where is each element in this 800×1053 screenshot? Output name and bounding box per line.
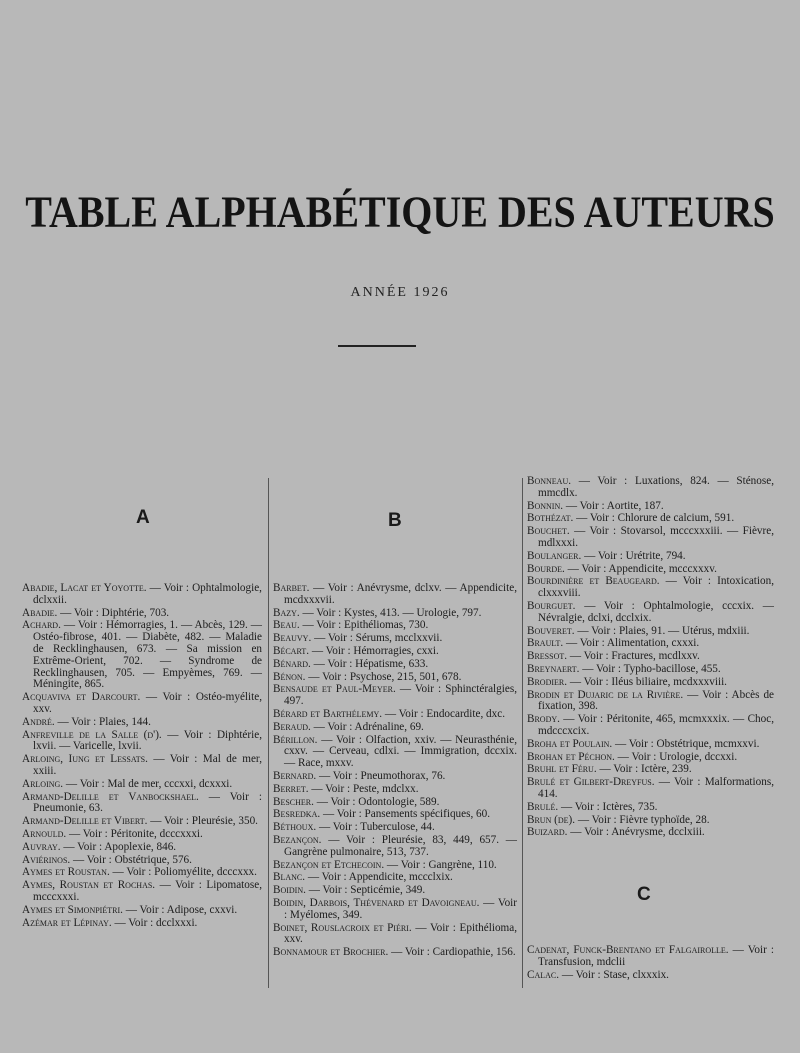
index-entry: [527, 601, 774, 625]
index-entry: [527, 802, 774, 814]
author-name: Cadenat, Funck-Brentano et Falgairolle.: [527, 944, 729, 956]
index-entry: [527, 501, 774, 513]
entry-references: — Voir : Urétrite, 794.: [581, 549, 686, 562]
author-name: Bérillon.: [273, 733, 318, 746]
author-name: Brulé et Gilbert-Dreyfus.: [527, 776, 655, 789]
entry-references: — Voir : Peste, mdclxx.: [308, 782, 419, 795]
entry-references: — Voir : Iléus biliaire, mcdxxxviii.: [567, 675, 727, 688]
entry-references: — Voir : Hémorragies, cxxi.: [309, 644, 439, 657]
column-c-entries: [527, 945, 774, 982]
index-entry: [22, 754, 262, 778]
author-name: Beau.: [273, 619, 300, 632]
entry-references: — Voir : Anévrysme, dcclxiii.: [567, 826, 705, 839]
entry-references: — Voir : Urologie, dccxxi.: [614, 750, 738, 763]
author-name: Brulé.: [527, 800, 559, 813]
index-entry: [22, 620, 262, 691]
column-b-entries: [273, 583, 517, 960]
author-name: Aymes et Simonpiétri.: [22, 903, 123, 916]
entry-references: — Voir : Pneumothorax, 76.: [316, 769, 446, 782]
author-name: Abadie.: [22, 606, 58, 619]
author-name: Arloing.: [22, 777, 64, 790]
entry-references: — Voir : Adipose, cxxvi.: [122, 903, 238, 916]
index-entry: [527, 476, 774, 500]
index-entry: [527, 945, 774, 969]
entry-references: — Voir : Epithélioma, xxv.: [284, 921, 517, 946]
author-name: Brault.: [527, 637, 564, 650]
index-entry: [527, 970, 774, 982]
index-entry: [273, 620, 517, 632]
entry-references: — Voir : Psychose, 215, 501, 678.: [305, 670, 462, 683]
author-name: Boidin.: [273, 884, 306, 897]
entry-references: — Voir : Ophtalmologie, dclxxii.: [33, 582, 262, 606]
author-name: Aymes, Roustan et Rochas.: [22, 879, 156, 892]
author-name: Bonnin.: [527, 499, 564, 512]
index-entry: [527, 576, 774, 600]
entry-references: — Voir : Obstétrique, 576.: [70, 853, 192, 866]
entry-references: — Voir : Fractures, mcdlxxv.: [567, 650, 700, 663]
index-entry: [22, 918, 262, 930]
index-entry: [22, 608, 262, 620]
index-entry: [22, 730, 262, 754]
entry-references: — Voir : Ophtalmologie, cccxix. — Névralgie, dclxi, dcclxix.: [538, 599, 774, 624]
entry-references: — Voir : Cardiopathie, 156.: [388, 946, 516, 959]
author-name: Bouveret.: [527, 624, 575, 637]
entry-references: — Voir : Plaies, 91. — Utérus, mdxiii.: [574, 624, 750, 637]
author-name: Breynaert.: [527, 662, 580, 675]
entry-references: — Voir : Hémorragies, 1. — Abcès, 129. — Ostéo-fibrose, 401. — Diabète, 482. — Maladie de Recklinghausen, 673. — Sa mission en Extrême-Orient, 702. — Syndrome de Recklinghausen, 705. — Empyèmes, 769. — Méningite, 865.: [33, 619, 262, 691]
author-name: Brun (de).: [527, 813, 576, 826]
index-entry: [527, 638, 774, 650]
entry-references: — Voir : Péritonite, 465, mcmxxxix. — Choc, mdcccxcix.: [538, 713, 774, 737]
author-name: Brodier.: [527, 675, 568, 688]
entry-references: — Voir : Tuberculose, 44.: [316, 821, 435, 834]
entry-references: — Voir : Appendicite, mcccxxxv.: [564, 562, 717, 575]
author-name: Bezançon et Etchecoin.: [273, 858, 385, 871]
entry-references: — Voir : Aortite, 187.: [563, 499, 664, 512]
entry-references: — Voir : Pansements spécifiques, 60.: [320, 808, 491, 821]
index-entry: [527, 551, 774, 563]
entry-references: — Voir : Endocardite, dxc.: [382, 707, 505, 720]
entry-references: — Voir : Ictères, 735.: [558, 800, 658, 813]
index-entry: [527, 714, 774, 738]
author-name: Bourde.: [527, 562, 565, 575]
column-divider-left: [268, 478, 269, 988]
index-entry: [22, 792, 262, 816]
author-name: Bénon.: [273, 670, 306, 683]
index-entry: [273, 784, 517, 796]
author-name: Armand-Delille et Vibert.: [22, 815, 148, 828]
author-name: Bénard.: [273, 657, 311, 670]
page-title: TABLE ALPHABÉTIQUE DES AUTEURS: [25, 186, 775, 237]
author-name: André.: [22, 715, 55, 728]
index-entry: [527, 777, 774, 801]
entry-references: — Voir : Kystes, 413. — Urologie, 797.: [299, 606, 482, 619]
index-entry: [273, 771, 517, 783]
author-name: Bourdinière et Beaugeard.: [527, 575, 660, 588]
entry-references: — Voir : Péritonite, dcccxxxi.: [66, 827, 203, 840]
author-name: Bensaude et Paul-Meyer.: [273, 683, 396, 696]
author-name: Bezançon.: [273, 833, 322, 846]
author-name: Boidin, Darbois, Thévenard et Davoigneau.: [273, 896, 480, 909]
index-entry: [22, 829, 262, 841]
index-entry: [273, 860, 517, 872]
index-entry: [22, 692, 262, 716]
index-entry: [273, 633, 517, 645]
index-entry: [273, 672, 517, 684]
entry-references: — Voir : Hépatisme, 633.: [310, 657, 429, 670]
index-entry: [22, 867, 262, 879]
section-letter-c: C: [637, 884, 651, 905]
author-name: Achard.: [22, 619, 61, 632]
index-entry: [22, 717, 262, 729]
author-name: Brody.: [527, 713, 560, 726]
author-name: Bothézat.: [527, 512, 574, 525]
author-name: Bécart.: [273, 644, 310, 657]
author-name: Abadie, Lacat et Yoyotte.: [22, 582, 147, 594]
author-name: Bernard.: [273, 769, 317, 782]
index-entry: [273, 809, 517, 821]
index-entry: [273, 835, 517, 859]
author-name: Bressot.: [527, 650, 568, 663]
entry-references: — Voir : Lipomatose, mcccxxxi.: [33, 879, 262, 903]
entry-references: — Voir : Stase, clxxxix.: [559, 968, 669, 981]
author-name: Barbet.: [273, 582, 310, 594]
entry-references: — Voir : Luxations, 824. — Sténose, mmcdlx.: [538, 475, 774, 499]
author-name: Bonneau.: [527, 475, 572, 487]
index-entry: [527, 815, 774, 827]
entry-references: — Voir : Intoxication, clxxxviii.: [538, 575, 774, 600]
author-name: Bouchet.: [527, 525, 570, 538]
index-entry: [273, 872, 517, 884]
index-entry: [527, 764, 774, 776]
author-name: Armand-Delille et Vanbockshael.: [22, 790, 199, 803]
entry-references: — Voir : Typho-bacillose, 455.: [579, 662, 721, 675]
author-name: Broha et Poulain.: [527, 737, 613, 750]
entry-references: — Voir : dcclxxxi.: [111, 916, 198, 929]
author-name: Bourguet.: [527, 599, 576, 612]
index-entry: [273, 684, 517, 708]
entry-references: — Voir : Ostéo-myélite, xxv.: [33, 691, 262, 715]
author-name: Béthoux.: [273, 821, 317, 834]
entry-references: — Voir : Diphtérie, 703.: [57, 606, 170, 619]
author-name: Berret.: [273, 782, 309, 795]
author-name: Boulanger.: [527, 549, 582, 562]
index-entry: [22, 842, 262, 854]
entry-references: — Voir : Olfaction, xxiv. — Neurasthénie, cxxv. — Cerveau, cdlxi. — Immigration, dccxix. — Race, mxxv.: [284, 733, 517, 770]
author-name: Aymes et Roustan.: [22, 866, 110, 879]
entry-references: — Voir : Abcès de fixation, 398.: [538, 688, 775, 713]
entry-references: — Voir : Myélomes, 349.: [284, 896, 517, 921]
index-entry: [527, 664, 774, 676]
entry-references: — Voir : Obstétrique, mcmxxvi.: [612, 737, 760, 750]
author-name: Aviérinos.: [22, 853, 71, 866]
section-letter-b: B: [388, 510, 402, 531]
author-name: Arloing, Iung et Lessats.: [22, 753, 148, 766]
entry-references: — Voir : Mal de mer, xxiii.: [33, 753, 262, 777]
index-entry: [273, 646, 517, 658]
index-entry: [22, 905, 262, 917]
index-entry: [527, 564, 774, 576]
entry-references: — Voir : Fièvre typhoïde, 28.: [575, 813, 710, 826]
entry-references: — Voir : Pneumonie, 63.: [33, 790, 262, 815]
author-name: Boinet, Rouslacroix et Piéri.: [273, 921, 412, 934]
index-entry: [527, 739, 774, 751]
author-name: Arnould.: [22, 827, 67, 840]
index-entry: [527, 626, 774, 638]
entry-references: — Voir : Alimentation, cxxxi.: [563, 637, 700, 650]
column-a-entries: [22, 583, 262, 930]
index-entry: [273, 885, 517, 897]
entry-references: — Voir : Transfusion, mdclii: [538, 944, 774, 968]
index-entry: [273, 947, 517, 959]
entry-references: — Voir : Appendicite, mccclxix.: [305, 871, 453, 884]
entry-references: — Voir : Odontologie, 589.: [313, 795, 440, 808]
author-name: Calac.: [527, 968, 560, 981]
entry-references: — Voir : Mal de mer, cccxxi, dcxxxi.: [63, 777, 233, 790]
entry-references: — Voir : Plaies, 144.: [54, 715, 151, 728]
author-name: Brodin et Dujaric de la Rivière.: [527, 688, 684, 701]
author-name: Besredka.: [273, 808, 321, 821]
entry-references: — Voir : Pleurésie, 350.: [147, 815, 258, 828]
index-entry: [527, 827, 774, 839]
index-entry: [273, 722, 517, 734]
entry-references: — Voir : Apoplexie, 846.: [60, 840, 177, 853]
index-entry: [273, 898, 517, 922]
index-entry: [527, 651, 774, 663]
author-name: Buizard.: [527, 826, 568, 839]
index-entry: [273, 735, 517, 770]
column-divider-right: [522, 478, 523, 988]
entry-references: — Voir : Sphinctéralgies, 497.: [284, 683, 517, 708]
index-entry: [527, 690, 774, 714]
author-name: Anfreville de la Salle (d').: [22, 728, 162, 741]
entry-references: — Voir : Adrénaline, 69.: [310, 720, 424, 733]
index-entry: [22, 779, 262, 791]
entry-references: — Voir : Septicémie, 349.: [305, 884, 426, 897]
index-entry: [273, 583, 517, 607]
author-name: Brohan et Péchon.: [527, 750, 615, 763]
index-entry: [22, 855, 262, 867]
index-entry: [273, 659, 517, 671]
entry-references: — Voir : Sérums, mcclxxvii.: [311, 632, 443, 645]
entry-references: — Voir : Stovarsol, mcccxxxiii. — Fièvre, mdlxxxi.: [538, 525, 774, 549]
author-name: Bonnamour et Brochier.: [273, 946, 389, 959]
entry-references: — Voir : Chlorure de calcium, 591.: [573, 512, 735, 525]
index-entry: [273, 797, 517, 809]
author-name: Bazy.: [273, 606, 300, 619]
index-entry: [22, 583, 262, 607]
index-entry: [527, 752, 774, 764]
index-entry: [273, 923, 517, 947]
author-name: Bérard et Barthélemy.: [273, 707, 383, 720]
title-rule: [338, 345, 416, 347]
index-entry: [22, 880, 262, 904]
author-name: Beauvy.: [273, 632, 312, 645]
index-entry: [527, 677, 774, 689]
section-letter-a: A: [136, 507, 150, 528]
author-name: Bescher.: [273, 795, 314, 808]
entry-references: — Voir : Pleurésie, 83, 449, 657. — Gangrène pulmonaire, 513, 737.: [284, 833, 517, 858]
author-name: Bruhl et Féru.: [527, 763, 597, 776]
entry-references: — Voir : Anévrysme, dclxv. — Appendicite, mcdxxxvii.: [284, 582, 517, 606]
author-name: Blanc.: [273, 871, 306, 884]
author-name: Beraud.: [273, 720, 311, 733]
index-entry: [273, 822, 517, 834]
index-entry: [527, 526, 774, 550]
index-entry: [273, 608, 517, 620]
index-entry: [527, 513, 774, 525]
entry-references: — Voir : Diphtérie, lxvii. — Varicelle, lxvii.: [33, 728, 262, 753]
entry-references: — Voir : Ictère, 239.: [596, 763, 692, 776]
author-name: Acquaviva et Darcourt.: [22, 691, 141, 704]
entry-references: — Voir : Epithéliomas, 730.: [299, 619, 429, 632]
author-name: Auvray.: [22, 840, 61, 853]
entry-references: — Voir : Malformations, 414.: [538, 776, 774, 800]
entry-references: — Voir : Poliomyélite, dcccxxx.: [109, 866, 257, 879]
page-subtitle: ANNÉE 1926: [350, 285, 450, 300]
index-entry: [273, 709, 517, 721]
author-name: Azémar et Lépinay.: [22, 916, 112, 929]
index-entry: [22, 816, 262, 828]
entry-references: — Voir : Gangrène, 110.: [384, 858, 497, 871]
column-c-b-entries: [527, 476, 774, 840]
